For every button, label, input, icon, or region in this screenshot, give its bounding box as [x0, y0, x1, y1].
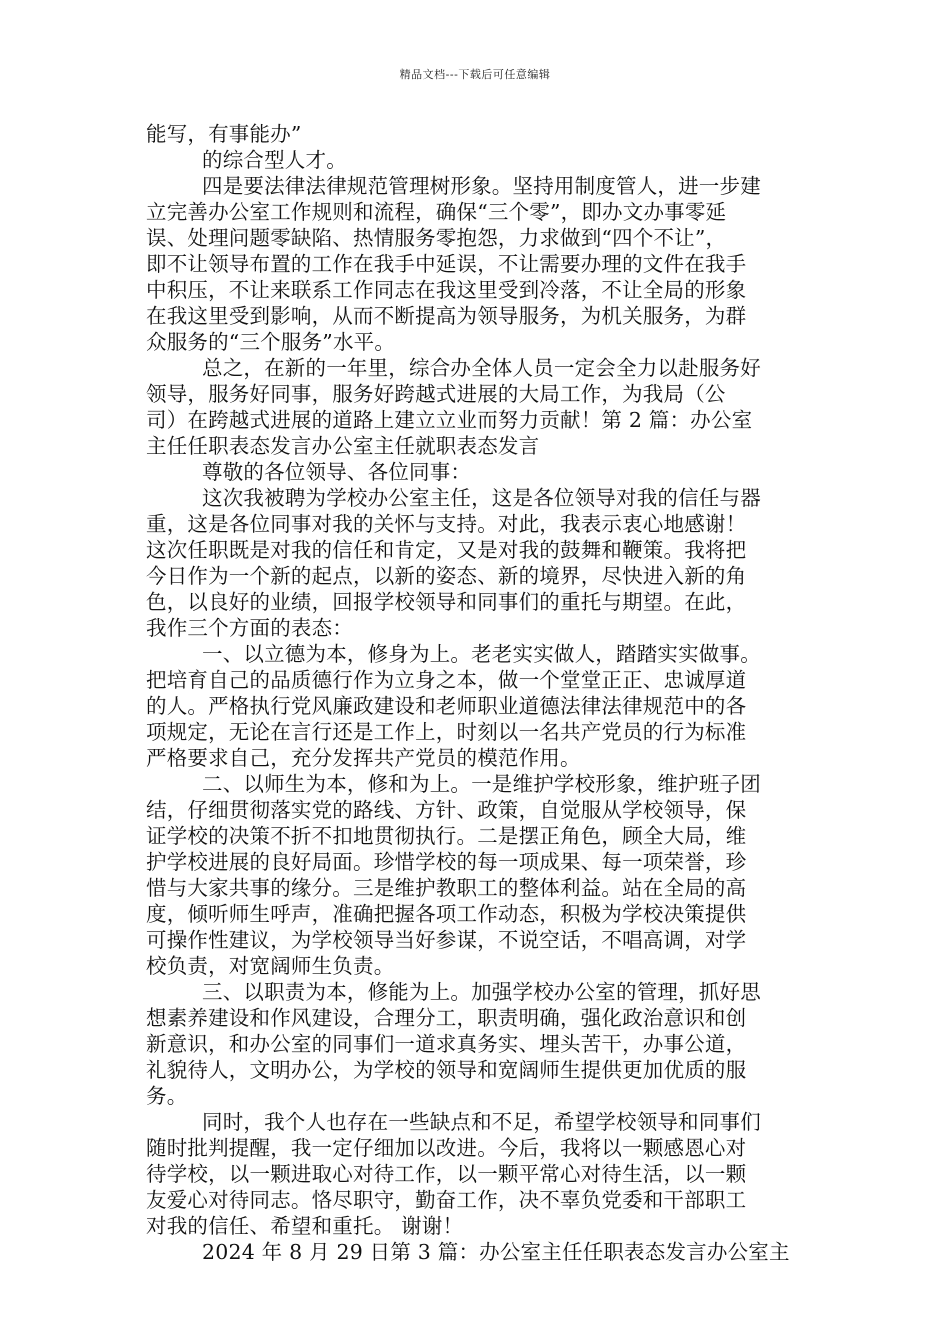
text-line: 证学校的决策不折不扣地贯彻执行。二是摆正角色，顾全大局，维	[146, 824, 747, 848]
text-line: 想素养建设和作风建设，合理分工，职责明确，强化政治意识和创	[146, 1006, 747, 1030]
text-line: 司）在跨越式进展的道路上建立立业而努力贡献！第 2 篇：办公室	[146, 408, 753, 432]
text-line: 立完善办公室工作规则和流程，确保“三个零”，即办文办事零延	[146, 200, 727, 224]
text-line: 礼貌待人，文明办公，为学校的领导和宽阔师生提供更加优质的服	[146, 1058, 747, 1082]
text-line: 四是要法律法律规范管理树形象。坚持用制度管人，进一步建	[202, 174, 761, 198]
document-body	[146, 121, 806, 1265]
text-line: 主任任职表态发言办公室主任就职表态发言	[146, 434, 540, 458]
text-line: 2024 年 8 月 29 日第 3 篇：办公室主任任职表态发言办公室主	[202, 1240, 790, 1264]
text-line: 重，这是各位同事对我的关怀与支持。对此，我表示衷心地感谢！	[146, 512, 747, 536]
text-line: 严格要求自己，充分发挥共产党员的模范作用。	[146, 746, 581, 770]
text-line: 在我这里受到影响，从而不断提高为领导服务，为机关服务，为群	[146, 304, 747, 328]
text-line: 护学校进展的良好局面。珍惜学校的每一项成果、每一项荣誉，珍	[146, 850, 747, 874]
text-line: 的人。严格执行党风廉政建设和老师职业道德法律法律规范中的各	[146, 694, 747, 718]
text-line: 色，以良好的业绩，回报学校领导和同事们的重托与期望。在此，	[146, 590, 747, 614]
text-line: 结，仔细贯彻落实党的路线、方针、政策，自觉服从学校领导，保	[146, 798, 747, 822]
text-line: 今日作为一个新的起点，以新的姿态、新的境界，尽快进入新的角	[146, 564, 747, 588]
text-line: 校负责，对宽阔师生负责。	[146, 954, 395, 978]
text-line: 误、处理问题零缺陷、热情服务零抱怨，力求做到“四个不让”，	[146, 226, 727, 250]
text-line: 我作三个方面的表态：	[146, 616, 353, 640]
text-line: 同时，我个人也存在一些缺点和不足，希望学校领导和同事们	[202, 1110, 761, 1134]
text-line: 三、以职责为本，修能为上。加强学校办公室的管理，抓好思	[202, 980, 761, 1004]
text-line: 领导，服务好同事，服务好跨越式进展的大局工作，为我局（公	[146, 382, 726, 406]
text-line: 二、以师生为本，修和为上。一是维护学校形象，维护班子团	[202, 772, 761, 796]
text-line: 可操作性建议，为学校领导当好参谋，不说空话，不唱高调，对学	[146, 928, 747, 952]
text-line: 一、以立德为本，修身为上。老老实实做人，踏踏实实做事。	[202, 642, 761, 666]
text-line: 对我的信任、希望和重托。 谢谢！	[146, 1214, 464, 1238]
text-line: 随时批判提醒，我一定仔细加以改进。今后，我将以一颗感恩心对	[146, 1136, 747, 1160]
text-line: 这次我被聘为学校办公室主任，这是各位领导对我的信任与器	[202, 486, 761, 510]
text-line: 中积压，不让来联系工作同志在我这里受到冷落，不让全局的形象	[146, 278, 747, 302]
text-line: 即不让领导布置的工作在我手中延误，不让需要办理的文件在我手	[146, 252, 747, 276]
text-line: 能写，有事能办”	[146, 122, 302, 146]
text-line: 尊敬的各位领导、各位同事：	[202, 460, 472, 484]
text-line: 度，倾听师生呼声，准确把握各项工作动态，积极为学校决策提供	[146, 902, 747, 926]
text-line: 众服务的“三个服务”水平。	[146, 330, 396, 354]
text-line: 惜与大家共事的缘分。三是维护教职工的整体利益。站在全局的高	[146, 876, 747, 900]
text-line: 总之，在新的一年里，综合办全体人员一定会全力以赴服务好	[202, 356, 761, 380]
page-header: 精品文档---下载后可任意编辑	[399, 68, 551, 81]
text-line: 项规定，无论在言行还是工作上，时刻以一名共产党员的行为标准	[146, 720, 747, 744]
text-line: 友爱心对待同志。恪尽职守，勤奋工作，决不辜负党委和干部职工	[146, 1188, 747, 1212]
text-line: 把培育自己的品质德行作为立身之本，做一个堂堂正正、忠诚厚道	[146, 668, 747, 692]
text-line: 新意识，和办公室的同事们一道求真务实、埋头苦干，办事公道，	[146, 1032, 747, 1056]
text-line: 务。	[146, 1084, 188, 1108]
text-line: 待学校，以一颗进取心对待工作，以一颗平常心对待生活，以一颗	[146, 1162, 747, 1186]
text-line: 的综合型人才。	[202, 148, 347, 172]
text-line: 这次任职既是对我的信任和肯定，又是对我的鼓舞和鞭策。我将把	[146, 538, 747, 562]
